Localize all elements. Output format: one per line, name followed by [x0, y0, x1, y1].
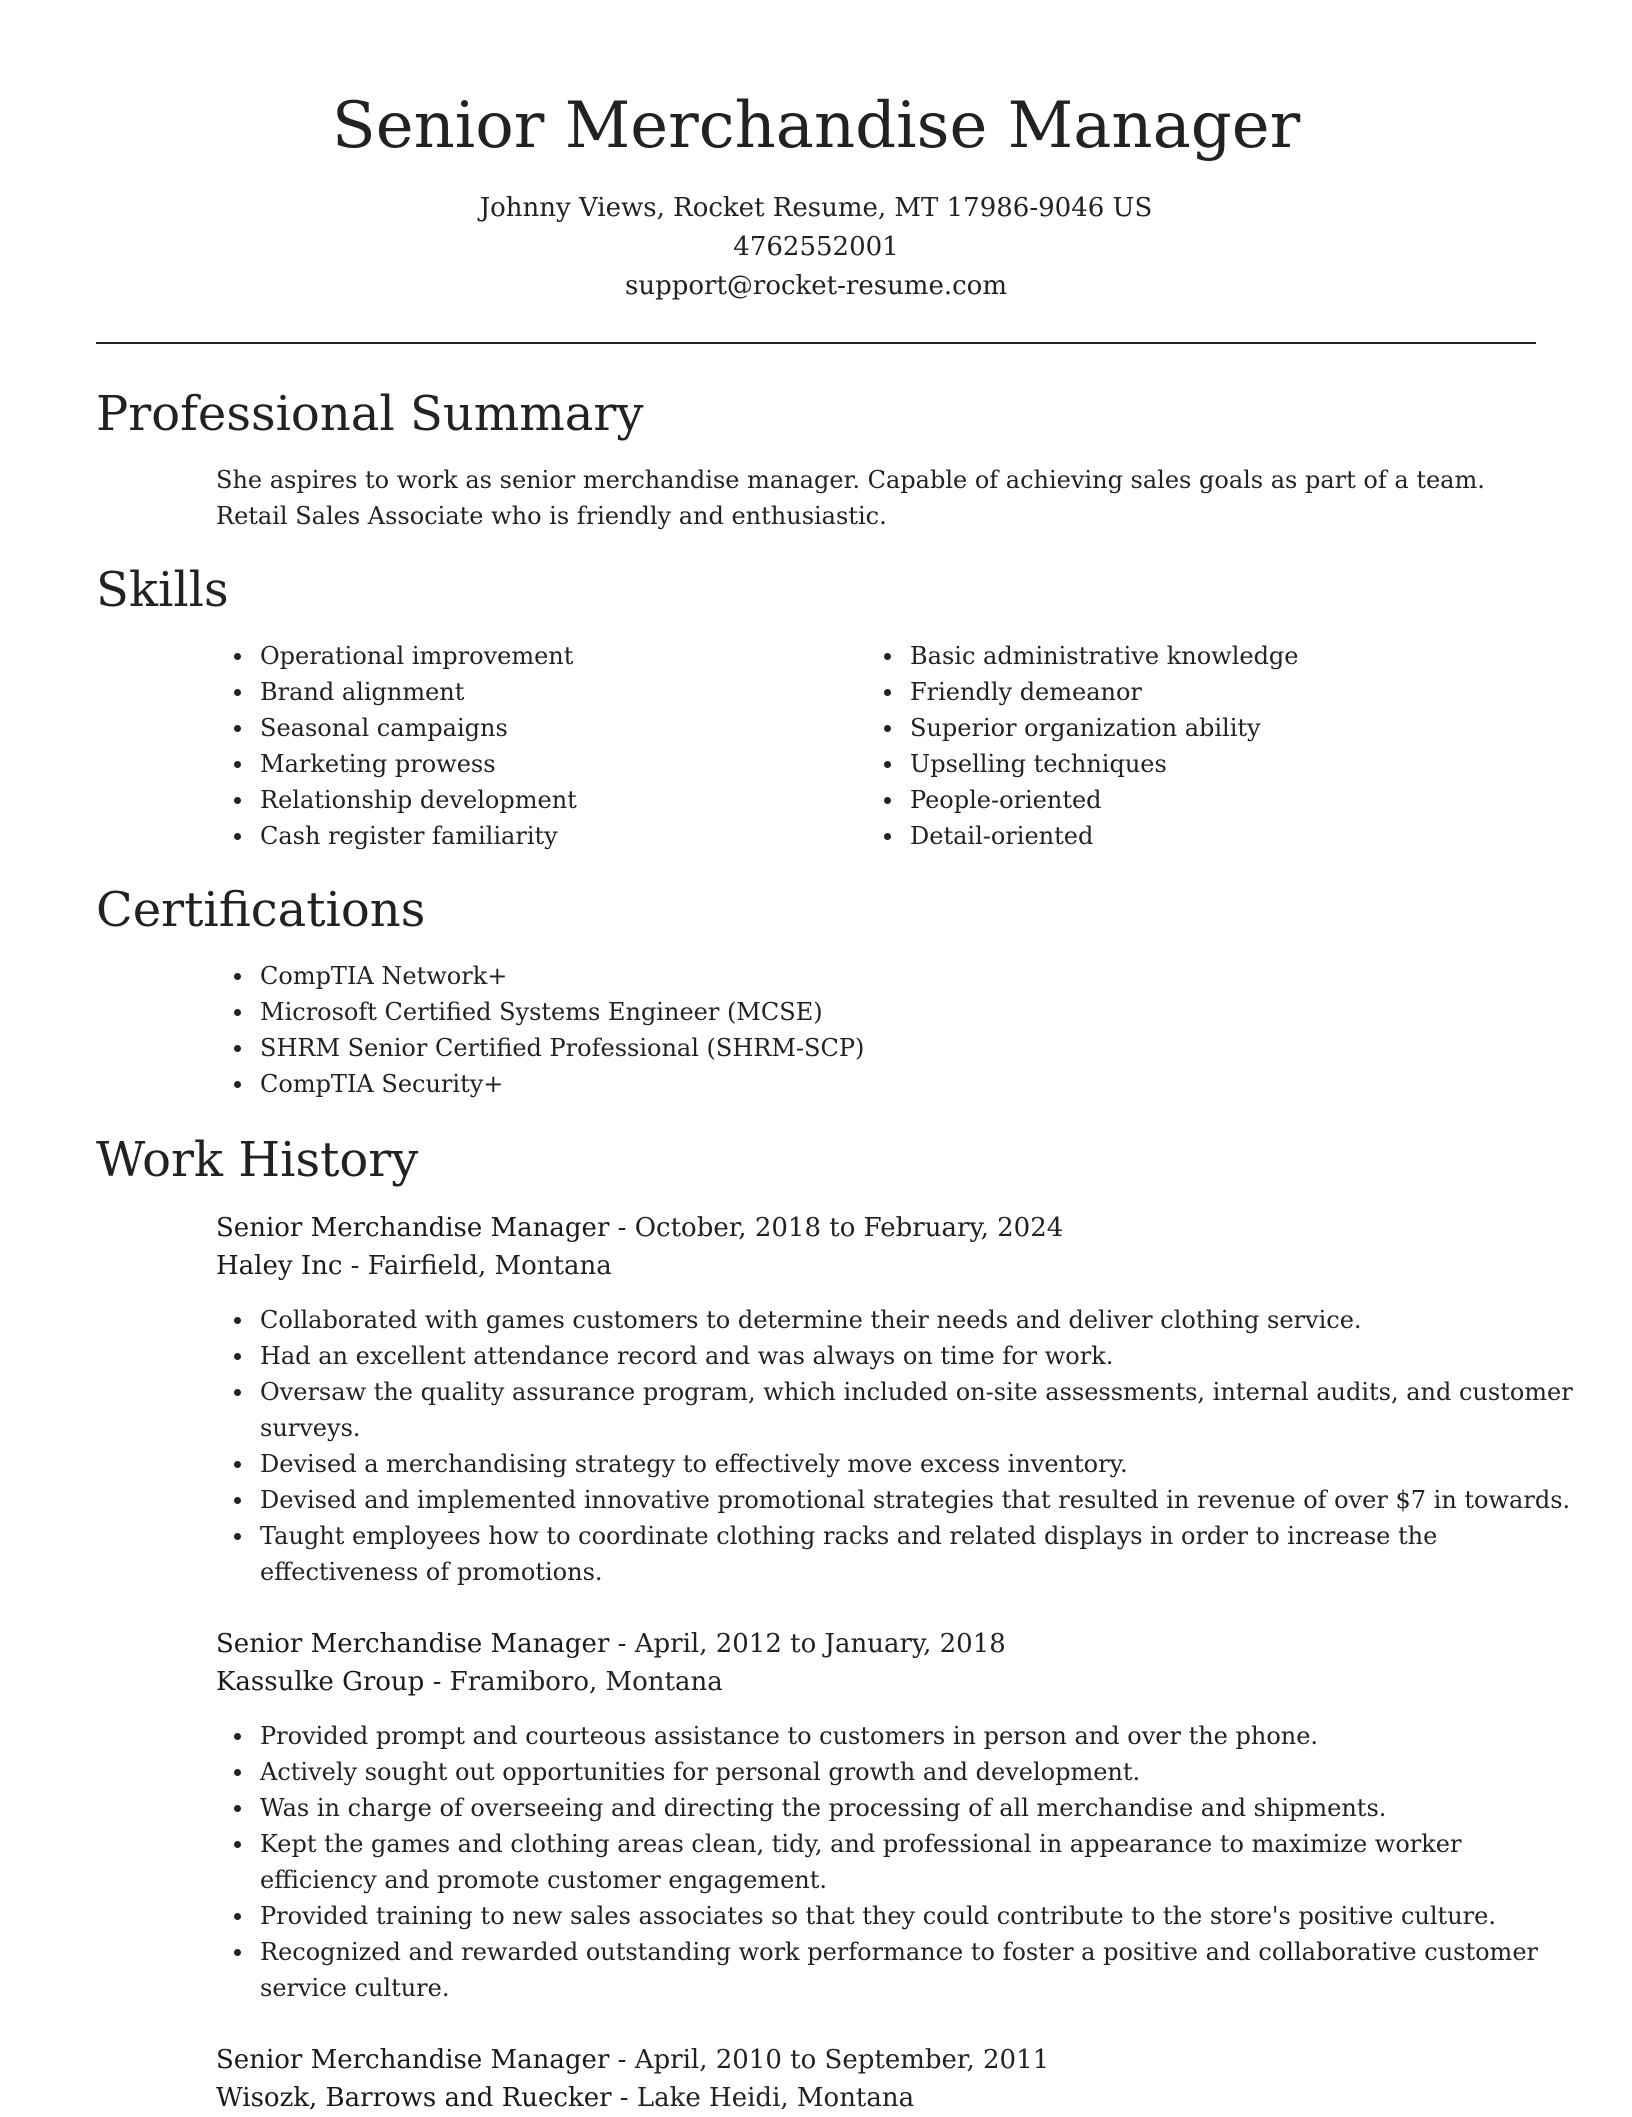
summary-heading: Professional Summary	[96, 386, 644, 442]
skill-item: Upselling techniques	[910, 746, 1530, 782]
certification-item: Microsoft Certified Systems Engineer (MCSE)	[260, 994, 1580, 1030]
certifications-list	[216, 958, 1580, 1102]
job-company: Wisozk, Barrows and Ruecker	[216, 2083, 612, 2113]
certification-item: SHRM Senior Certified Professional (SHRM-SCP)	[260, 1030, 1580, 1066]
job-title-line: Senior Merchandise Manager - October, 2018 to February, 2024	[216, 1213, 1064, 1243]
job-duty: Recognized and rewarded outstanding work performance to foster a positive and collaborative customer service culture.	[260, 1934, 1580, 2006]
job-title: Senior Merchandise Manager	[216, 1213, 610, 1243]
contact-email: support@rocket-resume.com	[624, 271, 1007, 301]
skill-item: Cash register familiarity	[260, 818, 860, 854]
job-duty: Oversaw the quality assurance program, which included on-site assessments, internal audits, and customer surveys.	[260, 1374, 1580, 1446]
job-duty: Devised a merchandising strategy to effectively move excess inventory.	[260, 1446, 1580, 1482]
job-company: Haley Inc	[216, 1251, 343, 1281]
job-dates: October, 2018 to February, 2024	[634, 1213, 1064, 1243]
job-duty: Provided training to new sales associates so that they could contribute to the store's positive culture.	[260, 1898, 1580, 1934]
contact-phone: 4762552001	[733, 232, 899, 262]
skill-item: Operational improvement	[260, 638, 860, 674]
contact-block	[96, 189, 1536, 306]
skill-item: Basic administrative knowledge	[910, 638, 1530, 674]
job-duties-list	[216, 1302, 1580, 1590]
job-duty: Had an excellent attendance record and was always on time for work.	[260, 1338, 1580, 1374]
job-company-line: Haley Inc - Fairfield, Montana	[216, 1251, 612, 1281]
header-divider	[96, 342, 1536, 344]
resume-title: Senior Merchandise Manager	[331, 89, 1301, 163]
job-dates: April, 2012 to January, 2018	[634, 1629, 1006, 1659]
job-duty: Provided prompt and courteous assistance to customers in person and over the phone.	[260, 1718, 1580, 1754]
job-location: Lake Heidi, Montana	[636, 2083, 915, 2113]
skill-item: Marketing prowess	[260, 746, 860, 782]
work-history-heading: Work History	[96, 1132, 419, 1188]
job-title-line: Senior Merchandise Manager - April, 2010 to September, 2011	[216, 2045, 1050, 2075]
job-location: Fairfield, Montana	[367, 1251, 612, 1281]
job-company-line: Kassulke Group - Framiboro, Montana	[216, 1667, 723, 1697]
job-duty: Devised and implemented innovative promotional strategies that resulted in revenue of over $7 in towards.	[260, 1482, 1580, 1518]
job-company-line: Wisozk, Barrows and Ruecker - Lake Heidi, Montana	[216, 2083, 915, 2113]
job-company: Kassulke Group	[216, 1667, 425, 1697]
skill-item: Seasonal campaigns	[260, 710, 860, 746]
contact-address: Johnny Views, Rocket Resume, MT 17986-9046 US	[479, 193, 1153, 223]
certification-item: CompTIA Network+	[260, 958, 1580, 994]
skill-item: Superior organization ability	[910, 710, 1530, 746]
job-title: Senior Merchandise Manager	[216, 2045, 610, 2075]
skill-item: Detail-oriented	[910, 818, 1530, 854]
job-title-line: Senior Merchandise Manager - April, 2012 to January, 2018	[216, 1629, 1006, 1659]
certifications-heading: Certifications	[96, 882, 426, 938]
skills-heading: Skills	[96, 562, 229, 618]
job-duty: Actively sought out opportunities for personal growth and development.	[260, 1754, 1580, 1790]
job-title: Senior Merchandise Manager	[216, 1629, 610, 1659]
job-location: Framiboro, Montana	[449, 1667, 723, 1697]
job-duty: Taught employees how to coordinate clothing racks and related displays in order to increase the effectiveness of promotions.	[260, 1518, 1580, 1590]
skill-item: Relationship development	[260, 782, 860, 818]
skill-item: People-oriented	[910, 782, 1530, 818]
job-duty: Kept the games and clothing areas clean, tidy, and professional in appearance to maximize worker efficiency and promote customer engagement.	[260, 1826, 1580, 1898]
job-duties-list	[216, 1718, 1580, 2006]
job-duty: Was in charge of overseeing and directing the processing of all merchandise and shipments.	[260, 1790, 1580, 1826]
skill-item: Friendly demeanor	[910, 674, 1530, 710]
job-dates: April, 2010 to September, 2011	[634, 2045, 1050, 2075]
skill-item: Brand alignment	[260, 674, 860, 710]
job-duty: Collaborated with games customers to determine their needs and deliver clothing service.	[260, 1302, 1580, 1338]
skills-list-right	[866, 638, 1530, 854]
certification-item: CompTIA Security+	[260, 1066, 1580, 1102]
summary-text: She aspires to work as senior merchandise manager. Capable of achieving sales goals as part of a team. Retail Sales Associate who is friendly and enthusiastic.	[216, 466, 1485, 530]
skills-list-left	[216, 638, 860, 854]
